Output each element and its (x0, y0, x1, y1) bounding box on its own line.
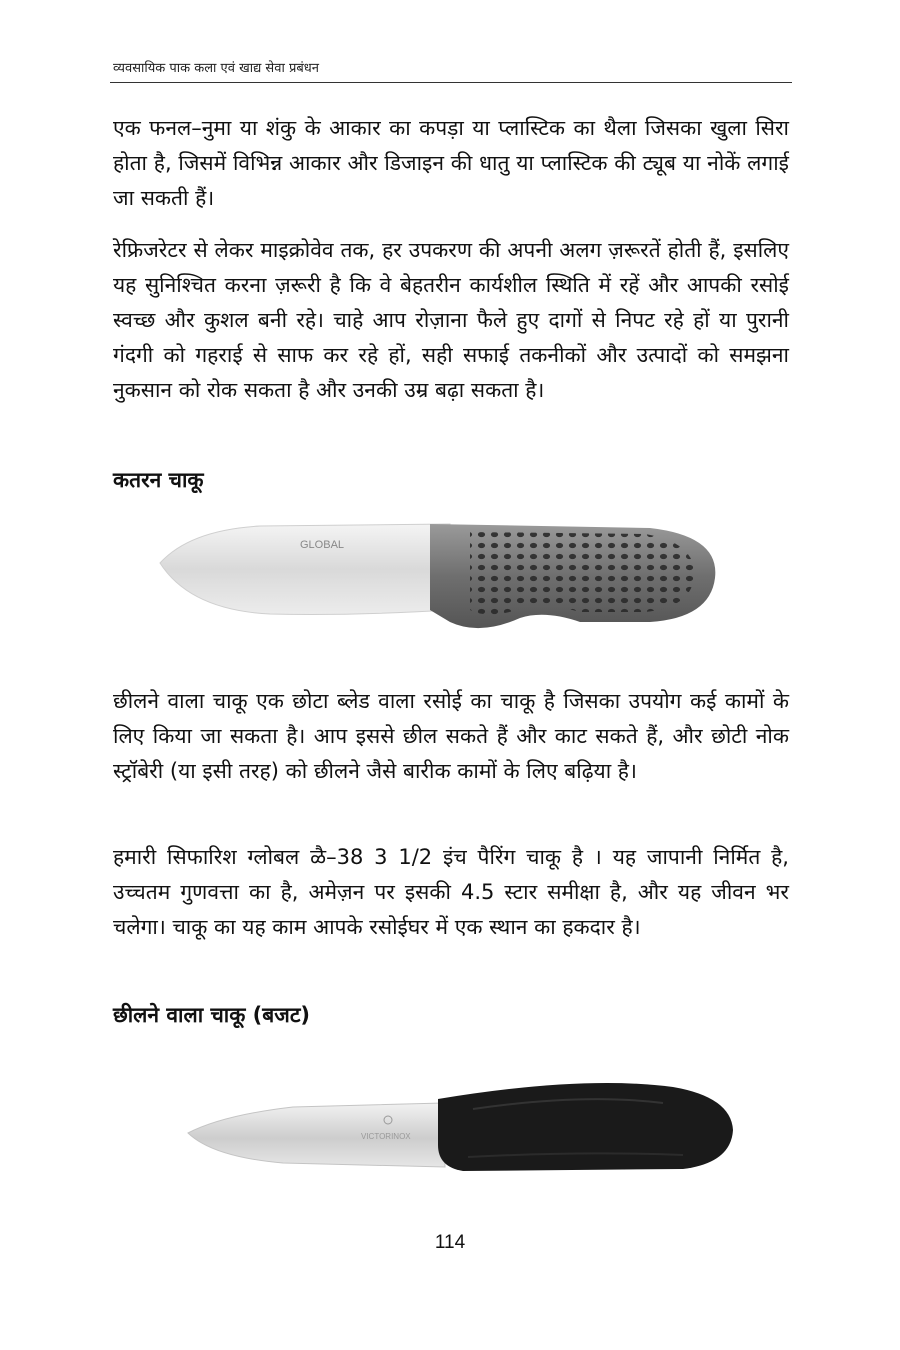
global-paring-knife-image (150, 518, 720, 643)
page-number: 114 (434, 1232, 466, 1253)
victorinox-paring-knife-image (183, 1075, 738, 1180)
paragraph-paring-knife: छीलने वाला चाकू एक छोटा ब्लेड वाला रसोई का चाकू है जिसका उपयोग कई कामों के लिए किया जा सकता है। आप इससे छील सकते हैं और काट सकते हैं, और छोटी नोक स्ट्रॉबेरी (या इसी तरह) को छीलने जैसे बारीक कामों के लिए बढ़िया है। (113, 689, 789, 783)
global-logo-text: GLOBAL (300, 539, 345, 551)
header-rule (110, 82, 792, 83)
victorinox-logo-text: VICTORINOX (361, 1132, 411, 1141)
paragraph-recommendation: हमारी सिफारिश ग्लोबल ळै–38 3 1/2 इंच पैरिंग चाकू है । यह जापानी निर्मित है, उच्चतम गुणवत्ता का है, अमेज़न पर इसकी 4.5 स्टार समीक्षा है, और यह जीवन भर चलेगा। चाकू का यह काम आपके रसोईघर में एक स्थान का हकदार है। (113, 845, 789, 939)
running-header: व्यवसायिक पाक कला एवं खाद्य सेवा प्रबंधन (113, 61, 319, 76)
paragraph-appliance-cleaning: रेफ्रिजरेटर से लेकर माइक्रोवेव तक, हर उपकरण की अपनी अलग ज़रूरतें होती हैं, इसलिए यह सुनिश्चित करना ज़रूरी है कि वे बेहतरीन कार्यशील स्थिति में रहें और आपकी रसोई स्वच्छ और कुशल बनी रहे। चाहे आप रोज़ाना फैले हुए दागों से निपट रहे हों या पुरानी गंदगी को गहराई से साफ कर रहे हों, सही सफाई तकनीकों और उत्पादों को समझना नुकसान को रोक सकता है और उनकी उम्र बढ़ा सकता है। (113, 238, 789, 402)
heading-paring-knife-budget: छीलने वाला चाकू (बजट) (113, 1003, 311, 1027)
paragraph-piping-bag: एक फनल–नुमा या शंकु के आकार का कपड़ा या प्लास्टिक का थैला जिसका खुला सिरा होता है, जिसमें विभिन्न आकार और डिजाइन की धातु या प्लास्टिक की ट्यूब या नोकें लगाई जा सकती हैं। (113, 116, 789, 210)
heading-paring-knife: कतरन चाकू (113, 468, 204, 492)
